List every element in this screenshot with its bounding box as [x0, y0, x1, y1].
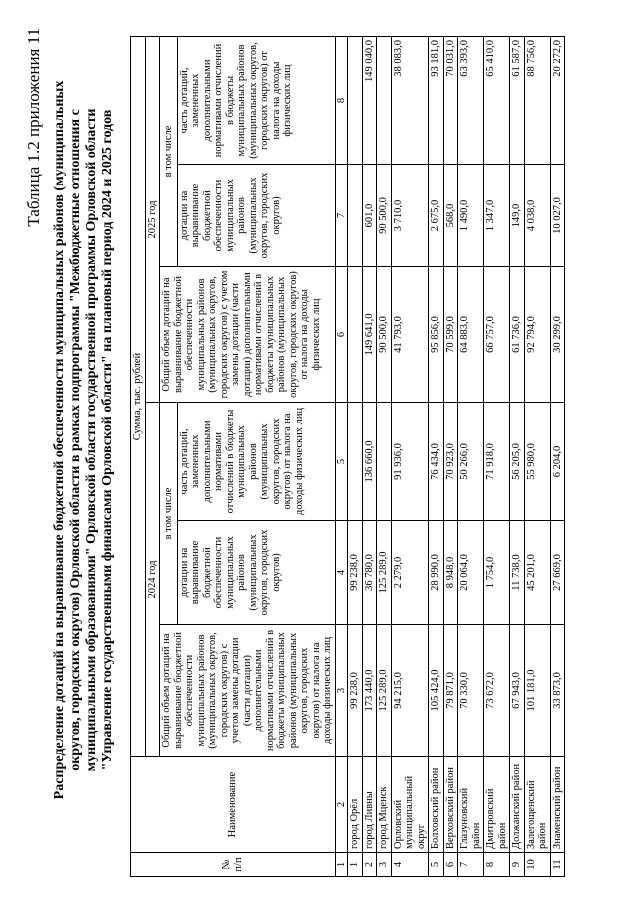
row-name: город Орёл — [348, 757, 363, 853]
total-2024-cell: 79 871,0 — [443, 625, 458, 757]
part-2024-cell: 76 434,0 — [429, 403, 444, 521]
column-number: 2 — [335, 757, 348, 853]
total-2025-cell: 30 299,0 — [550, 267, 565, 403]
part-2025-cell: 20 272,0 — [550, 37, 565, 165]
grant-2024-cell: 36 780,0 — [362, 521, 377, 625]
row-number: 2 — [362, 853, 377, 877]
table-row — [391, 37, 429, 877]
grant-2025-cell: 10 027,0 — [550, 165, 565, 267]
row-name: Должанский район — [510, 757, 525, 853]
total-2025-cell: 66 757,0 — [484, 267, 510, 403]
part-2025-cell: 70 031,0 — [443, 37, 458, 165]
row-number: 4 — [391, 853, 429, 877]
part-2025-cell: 38 083,0 — [391, 37, 429, 165]
header-grant-2025: дотации на выравнивание бюджетной обеспеченности муниципальных районов (муниципальных округов, городских округов) — [177, 165, 335, 267]
header-year-2024: 2024 год — [145, 403, 160, 757]
part-2025-cell: 63 393,0 — [458, 37, 484, 165]
column-number: 1 — [335, 853, 348, 877]
grant-2025-cell: 90 500,0 — [377, 165, 392, 267]
header-including-2024: в том числе — [160, 403, 178, 625]
header-total-2025: Общий объем дотаций на выравнивание бюджетной обеспеченности муниципальных районов (муниципальных округов, городских округов) с учетом замены дотации (части дотации) дополнительными нормативами отчислений в бюджеты муниципальных районов (муниципальных округов, городских округов) от налога на доходы физических лиц — [160, 267, 336, 403]
total-2024-cell: 99 238,0 — [348, 625, 363, 757]
part-2024-cell: 71 918,0 — [484, 403, 510, 521]
table-row — [348, 37, 363, 877]
total-2024-cell: 101 181,0 — [524, 625, 550, 757]
part-2025-cell: 88 756,0 — [524, 37, 550, 165]
part-2024-cell: 136 660,0 — [362, 403, 377, 521]
part-2024-cell: 50 266,0 — [458, 403, 484, 521]
row-number: 1 — [348, 853, 363, 877]
header-sum: Сумма, тыс. рублей — [131, 37, 146, 757]
header-year-2025: 2025 год — [145, 37, 160, 403]
column-number: 4 — [335, 521, 348, 625]
row-number: 8 — [484, 853, 510, 877]
total-2024-cell: 33 873,0 — [550, 625, 565, 757]
grant-2024-cell: 20 064,0 — [458, 521, 484, 625]
grant-2024-cell: 125 289,0 — [377, 521, 392, 625]
total-2024-cell: 173 440,0 — [362, 625, 377, 757]
column-number: 5 — [335, 403, 348, 521]
table-row — [458, 37, 484, 877]
grant-2024-cell: 8 948,0 — [443, 521, 458, 625]
total-2025-cell: 61 736,0 — [510, 267, 525, 403]
header-total-2024: Общий объем дотаций на выравнивание бюджетной обеспеченности муниципальных районов (муниципальных округов, городских округов) с учетом замены дотации (части дотации) дополнительными нормативами отчислений в бюджеты муниципальных районов (муниципальных округов, городских округов) от налога на доходы физических лиц — [160, 625, 336, 757]
column-number: 3 — [335, 625, 348, 757]
total-2024-cell: 105 424,0 — [429, 625, 444, 757]
grant-2025-cell: 1 490,0 — [458, 165, 484, 267]
total-2025-cell: 90 500,0 — [377, 267, 392, 403]
total-2024-cell: 125 289,0 — [377, 625, 392, 757]
row-number: 9 — [510, 853, 525, 877]
grant-2024-cell: 99 238,0 — [348, 521, 363, 625]
table-row — [550, 37, 565, 877]
table-row — [443, 37, 458, 877]
row-number: 10 — [524, 853, 550, 877]
grant-2024-cell: 1 754,0 — [484, 521, 510, 625]
part-2024-cell: 56 205,0 — [510, 403, 525, 521]
header-grant-2024: дотации на выравнивание бюджетной обеспеченности муниципальных районов (муниципальных округов, городских округов) — [177, 521, 335, 625]
table-row — [362, 37, 377, 877]
total-2024-cell: 94 215,0 — [391, 625, 429, 757]
grant-2024-cell: 45 201,0 — [524, 521, 550, 625]
column-number-row — [335, 37, 348, 877]
header-part-2024: часть дотаций, замененных дополнительными нормативами отчислений в бюджеты муниципальных районов (муниципальных округов, городских округов) от налога на доходы физических лиц — [177, 403, 335, 521]
row-name: Болховский район — [429, 757, 444, 853]
row-name: Верховский район — [443, 757, 458, 853]
row-name: город Ливны — [362, 757, 377, 853]
column-number: 6 — [335, 267, 348, 403]
total-2025-cell: 95 856,0 — [429, 267, 444, 403]
header-part-2025: часть дотаций, замененных дополнительными нормативами отчислений в бюджеты муниципальных районов (муниципальных округов, городских округов) от налога на доходы физических лиц — [177, 37, 335, 165]
header-including-2025: в том числе — [160, 37, 178, 267]
total-2025-cell: 64 883,0 — [458, 267, 484, 403]
total-2024-cell: 73 672,0 — [484, 625, 510, 757]
header-name: Наименование — [131, 757, 336, 853]
total-2024-cell: 70 330,0 — [458, 625, 484, 757]
grant-2025-cell: 2 675,0 — [429, 165, 444, 267]
document-title: Распределение дотаций на выравнивание бюджетной обеспеченности муниципальных районов (муниципальных округов, городских округов) Орловской области в рамках подпрограммы "Межбюджетные отношения с муниципальными образованиями" Орловской области государственной программы Орловской области "Управление государственными финансами Орловской области" на плановый период 2024 и 2025 годов — [52, 80, 115, 800]
part-2025-cell: 65 410,0 — [484, 37, 510, 165]
row-number: 7 — [458, 853, 484, 877]
part-2024-cell: 91 936,0 — [391, 403, 429, 521]
table-row — [429, 37, 444, 877]
part-2024-cell — [348, 403, 363, 521]
grant-2024-cell: 11 738,0 — [510, 521, 525, 625]
grant-2025-cell: 601,0 — [362, 165, 377, 267]
part-2025-cell: 61 587,0 — [510, 37, 525, 165]
table-row — [377, 37, 392, 877]
row-number: 5 — [429, 853, 444, 877]
row-name: Орловский муниципальный округ — [391, 757, 429, 853]
part-2025-cell — [348, 37, 363, 165]
part-2024-cell — [377, 403, 392, 521]
header-num: № п/п — [131, 853, 336, 877]
row-name: Глазуновский район — [458, 757, 484, 853]
total-2025-cell: 70 599,0 — [443, 267, 458, 403]
part-2025-cell — [377, 37, 392, 165]
column-number: 7 — [335, 165, 348, 267]
grant-2024-cell: 27 669,0 — [550, 521, 565, 625]
row-name: Дмитровский район — [484, 757, 510, 853]
grant-2025-cell: 4 038,0 — [524, 165, 550, 267]
grant-2025-cell — [348, 165, 363, 267]
total-2025-cell: 149 641,0 — [362, 267, 377, 403]
table-row — [524, 37, 550, 877]
part-2025-cell: 149 040,0 — [362, 37, 377, 165]
row-number: 11 — [550, 853, 565, 877]
subsidy-table — [130, 36, 565, 877]
column-number: 8 — [335, 37, 348, 165]
grant-2025-cell: 149,0 — [510, 165, 525, 267]
part-2024-cell: 55 980,0 — [524, 403, 550, 521]
part-2025-cell: 93 181,0 — [429, 37, 444, 165]
row-number: 6 — [443, 853, 458, 877]
total-2025-cell — [348, 267, 363, 403]
total-2025-cell: 92 794,0 — [524, 267, 550, 403]
appendix-label: Таблица 1.2 приложения 11 — [24, 28, 43, 227]
grant-2025-cell: 3 710,0 — [391, 165, 429, 267]
row-name: Залегощенский район — [524, 757, 550, 853]
grant-2024-cell: 2 279,0 — [391, 521, 429, 625]
row-number: 3 — [377, 853, 392, 877]
grant-2025-cell: 1 347,0 — [484, 165, 510, 267]
row-name: Знаменский район — [550, 757, 565, 853]
grant-2025-cell: 568,0 — [443, 165, 458, 267]
grant-2024-cell: 28 990,0 — [429, 521, 444, 625]
row-name: город Мценск — [377, 757, 392, 853]
total-2025-cell: 41 793,0 — [391, 267, 429, 403]
table-row — [484, 37, 510, 877]
part-2024-cell: 6 204,0 — [550, 403, 565, 521]
table-row — [510, 37, 525, 877]
total-2024-cell: 67 943,0 — [510, 625, 525, 757]
part-2024-cell: 70 923,0 — [443, 403, 458, 521]
